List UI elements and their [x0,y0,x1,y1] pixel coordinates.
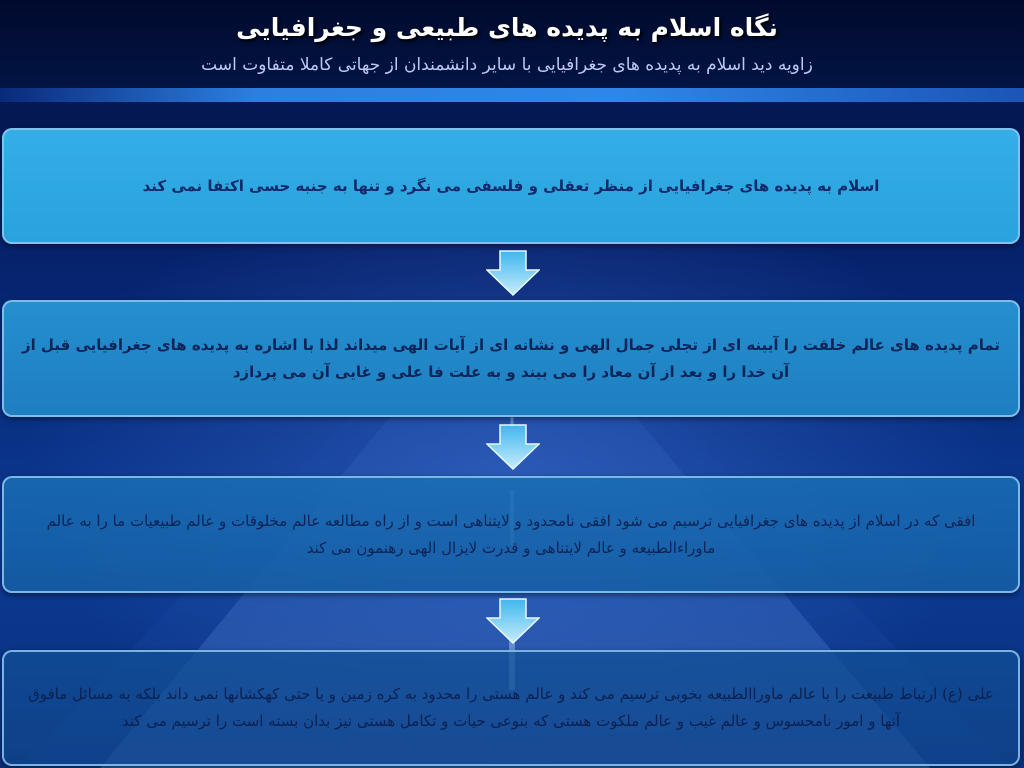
slide-title: نگاه اسلام به پدیده های طبیعی و جغرافیایی [236,13,778,42]
down-arrow-icon [486,424,540,470]
header-accent-bar [0,88,1024,102]
flow-box-2-text: تمام پدیده های عالم خلقت را آیینه ای از تجلی جمال الهی و نشانه ای از آیات الهی میداند لذا با اشاره به پدیده های جغرافیایی قبل از آن خدا را و بعد از آن معاد را می بیند و به علت فا علی و غایی آن می پردازد [21,335,1001,381]
slide-header [0,0,1024,88]
header-divider [0,102,1024,106]
flow-box-1 [2,128,1020,244]
flow-box-3-text: افقی که در اسلام از پدیده های جغرافیایی ترسیم می شود افقی نامحدود و لایتناهی است و از راه مطالعه عالم مخلوقات و عالم طبیعیات ما را به عالم ماوراءالطبیعه و عالم لایتناهی و قدرت لایزال الهی رهنمون می کند [46,511,976,557]
flow-box-2 [2,300,1020,417]
flow-box-4-text: علی (ع) ارتباط طبیعت را با عالم ماوراالطبیعه بخوبی ترسیم می کند و عالم هستی را محدود به کره زمین و یا حتی کهکشانها نمی داند بلکه به مسائل مافوق آنها و امور نامحسوس و عالم غیب و عالم ملکوت هستی که بنوعی حیات و تکامل هستی نیز بدان بسته است را ترسیم می کند [28,685,994,730]
flow-box-3 [2,476,1020,593]
flow-box-4 [2,650,1020,766]
down-arrow-icon [486,598,540,644]
down-arrow-icon [486,250,540,296]
flow-box-1-text: اسلام به پدیده های جغرافیایی از منظر تعقلی و فلسفی می نگرد و تنها به جنبه حسی اکتفا نمی کند [142,176,880,195]
slide-subtitle: زاویه دید اسلام به پدیده های جغرافیایی با سایر دانشمندان از جهاتی کاملا متفاوت است [201,55,813,75]
